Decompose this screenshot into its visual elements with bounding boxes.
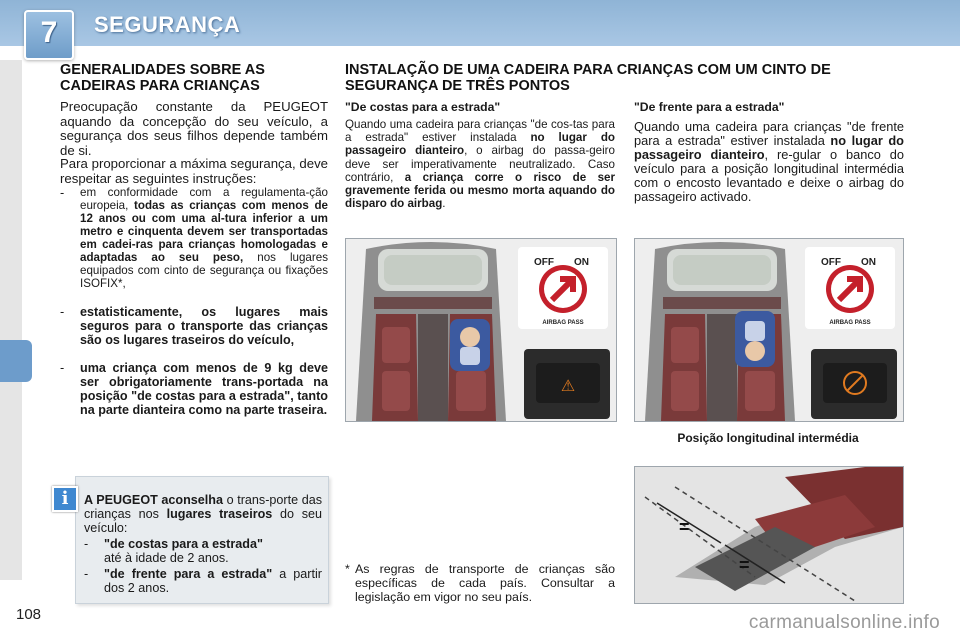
chapter-tab <box>24 10 74 60</box>
figure-seat-position <box>634 466 904 604</box>
bullet-dash: - <box>84 567 89 581</box>
recommendation-box <box>75 476 329 604</box>
watermark: carmanualsonline.info <box>748 612 940 633</box>
equal-mark-rear: = <box>739 555 750 575</box>
bullet-dash: - <box>60 305 65 319</box>
instruction-item-1 <box>60 186 328 304</box>
instruction-item-3 <box>60 361 328 431</box>
bullet-dash: - <box>60 186 65 200</box>
car-interior-illustration <box>645 242 795 421</box>
footnote-text: As regras de transporte de crianças são específicas de cada país. Consultar a legislação em vigor no seu país. <box>355 562 615 604</box>
svg-text:OFF: OFF <box>821 257 841 268</box>
car-interior-illustration <box>356 242 506 421</box>
equal-mark-front: = <box>679 517 690 537</box>
svg-text:AIRBAG PASS: AIRBAG PASS <box>542 320 584 326</box>
figure-caption-intermediate-position: Posição longitudinal intermédia <box>677 431 859 445</box>
bullet-dash: - <box>60 361 65 375</box>
forward-facing-paragraph: Quando uma cadeira para crianças "de frente para a estrada" estiver instalada no lugar do passageiro dianteiro, re-gular o banco do veículo para a posição longitudinal intermédia com o encosto levantado e deixe o airbag do passageiro activado. <box>634 119 904 204</box>
airbag-on-sign <box>805 247 895 329</box>
recommendation-item-2-text: "de frente para a estrada" a partir dos 2 anos. <box>104 567 322 595</box>
airbag-indicator-panel <box>811 349 897 419</box>
instruction-item-2-text: estatisticamente, os lugares mais seguros para o transporte das crianças são os lugares traseiros do veículo, <box>80 305 328 347</box>
section-title-instalacao: INSTALAÇÃO DE UMA CADEIRA PARA CRIANÇAS COM UM CINTO DE SEGURANÇA DE TRÊS PONTOS <box>345 62 831 94</box>
recommendation-text: A PEUGEOT aconselha o trans-porte das crianças nos lugares traseiros do seu veículo: <box>84 493 322 535</box>
info-icon: i <box>52 486 78 512</box>
intro-paragraph-2: Para proporcionar a máxima segurança, deve respeitar as seguintes instruções: <box>60 156 328 186</box>
recommendation-item-1 <box>84 537 322 565</box>
svg-text:ON: ON <box>574 257 589 268</box>
rear-facing-paragraph: Quando uma cadeira para crianças "de cos-tas para a estrada" estiver instalada no lugar do passageiro dianteiro, o airbag do passa-geiro deve ser imperativamente neutralizado. Caso contrário, a criança corre o risco de ser gravemente ferida ou mesmo morta aquando do disparo do airbag. <box>345 118 615 211</box>
recommendation-item-1-text: "de costas para a estrada" até à idade de 2 anos. <box>104 537 263 565</box>
instruction-item-3-text: uma criança com menos de 9 kg deve ser obrigatoriamente trans-portada na posição "de costas para a estrada", tanto na parte dianteira como na parte traseira. <box>80 361 328 417</box>
child-figure <box>745 341 765 361</box>
figure-rear-facing-seat <box>345 238 617 422</box>
chapter-number: 7 <box>40 16 58 49</box>
footnote <box>345 562 615 604</box>
instruction-item-1-text: em conformidade com a regulamenta-ção europeia, todas as crianças com menos de 12 anos ou com uma al-tura inferior a um metro e cinquenta devem ser transportadas em cadei-ras para crianças homologadas e adaptadas ao seu peso, nos lugares equipados com cinto de segurança ou fixações ISOFIX*, <box>80 186 328 290</box>
child-figure <box>460 327 480 347</box>
page-title: SEGURANÇA <box>94 12 241 37</box>
footnote-marker: * <box>345 562 350 576</box>
svg-text:ON: ON <box>861 257 876 268</box>
section-title-generalidades: GENERALIDADES SOBRE AS CADEIRAS PARA CRIANÇAS <box>60 62 265 94</box>
airbag-off-indicator-icon: ⚠ <box>560 376 576 395</box>
instruction-item-2 <box>60 305 328 361</box>
subhead-forward-facing: "De frente para a estrada" <box>634 100 785 114</box>
airbag-indicator-panel <box>524 349 610 419</box>
intro-paragraph-1: Preocupação constante da PEUGEOT aquando da concepção do seu veículo, a segurança dos seus filhos depende também de si. <box>60 99 328 158</box>
page-number: 108 <box>16 606 42 623</box>
side-strip <box>0 60 22 580</box>
subhead-rear-facing: "De costas para a estrada" <box>345 100 501 114</box>
side-chapter-marker <box>0 340 32 382</box>
bullet-dash: - <box>84 537 89 551</box>
figure-forward-facing-seat <box>634 238 904 422</box>
svg-text:AIRBAG PASS: AIRBAG PASS <box>829 320 871 326</box>
recommendation-item-2 <box>84 567 322 595</box>
airbag-off-sign <box>518 247 608 329</box>
svg-text:OFF: OFF <box>534 257 554 268</box>
